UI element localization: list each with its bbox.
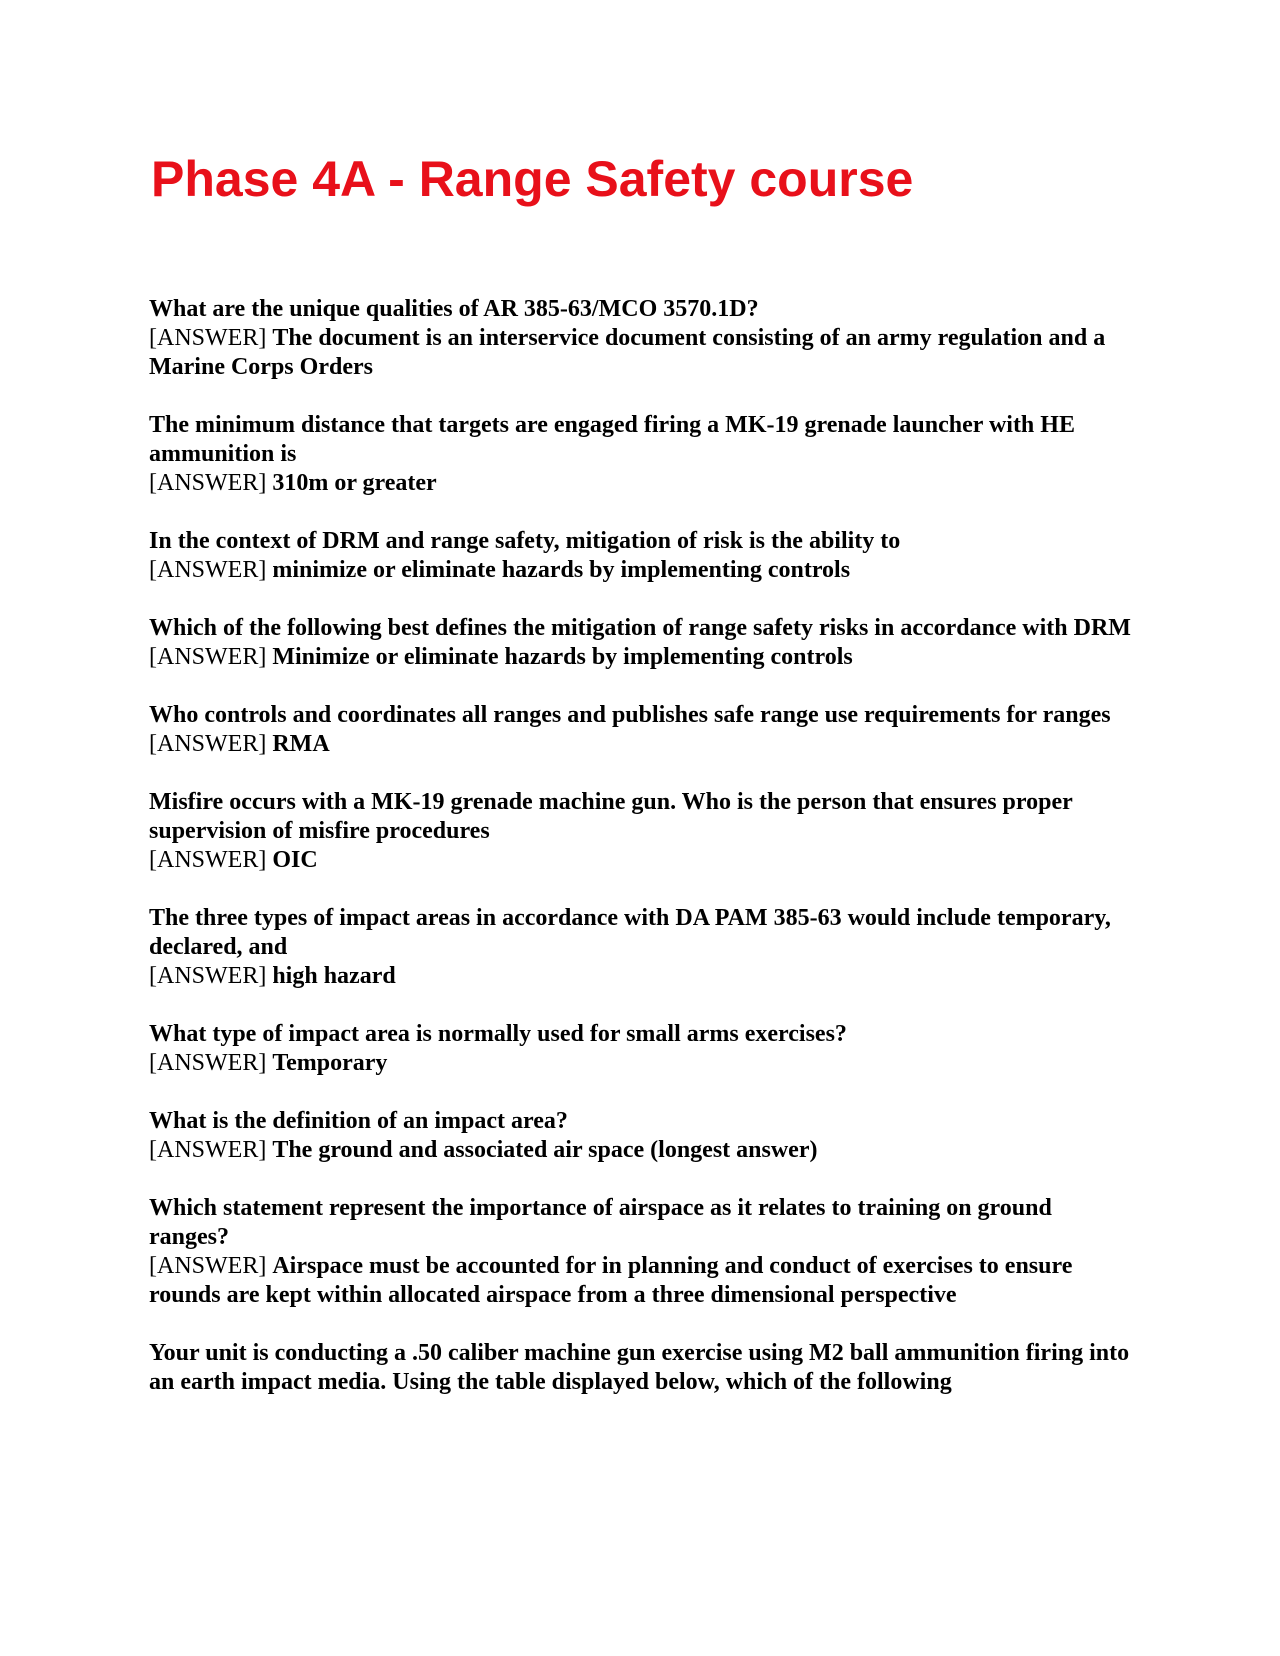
answer-tag: [ANSWER] (149, 1253, 267, 1279)
qa-item (149, 904, 1134, 991)
answer-line (149, 1049, 1134, 1078)
answer-text: minimize or eliminate hazards by implementing controls (272, 557, 851, 583)
qa-list (149, 295, 1134, 1426)
answer-line (149, 556, 1134, 585)
answer-text: RMA (272, 731, 330, 757)
answer-text: The document is an interservice document consisting of an army regulation and a Marine Corps Orders (149, 325, 1106, 380)
answer-text: Minimize or eliminate hazards by implementing controls (272, 644, 853, 670)
answer-tag: [ANSWER] (149, 963, 267, 989)
answer-text: Temporary (272, 1050, 388, 1076)
answer-tag: [ANSWER] (149, 731, 267, 757)
question-text: Which statement represent the importance of airspace as it relates to training on ground ranges? (149, 1195, 1052, 1250)
qa-item (149, 701, 1134, 759)
answer-tag: [ANSWER] (149, 1137, 267, 1163)
answer-tag: [ANSWER] (149, 847, 267, 873)
answer-line (149, 846, 1134, 875)
question-text: What are the unique qualities of AR 385-63/MCO 3570.1D? (149, 296, 759, 322)
answer-tag: [ANSWER] (149, 557, 267, 583)
question-text: Which of the following best defines the mitigation of range safety risks in accordance with DRM (149, 615, 1131, 641)
question-text: In the context of DRM and range safety, mitigation of risk is the ability to (149, 528, 901, 554)
answer-tag: [ANSWER] (149, 325, 267, 351)
question-text: What type of impact area is normally used for small arms exercises? (149, 1021, 847, 1047)
qa-item (149, 295, 1134, 382)
qa-item (149, 1020, 1134, 1078)
answer-tag: [ANSWER] (149, 1050, 267, 1076)
answer-line (149, 730, 1134, 759)
question-text: Who controls and coordinates all ranges and publishes safe range use requirements for ranges (149, 702, 1111, 728)
question-text: The minimum distance that targets are engaged firing a MK-19 grenade launcher with HE ammunition is (149, 412, 1075, 467)
answer-line (149, 324, 1134, 382)
qa-item (149, 1194, 1134, 1310)
question-text: Your unit is conducting a .50 caliber machine gun exercise using M2 ball ammunition firing into an earth impact media. Using the table displayed below, which of the following (149, 1340, 1130, 1395)
question-text: The three types of impact areas in accordance with DA PAM 385-63 would include temporary, declared, and (149, 905, 1111, 960)
answer-text: Airspace must be accounted for in planning and conduct of exercises to ensure rounds are kept within allocated airspace from a three dimensional perspective (149, 1253, 1073, 1308)
answer-tag: [ANSWER] (149, 470, 267, 496)
answer-line (149, 1252, 1134, 1310)
question-text: What is the definition of an impact area? (149, 1108, 568, 1134)
question-text: Misfire occurs with a MK-19 grenade machine gun. Who is the person that ensures proper supervision of misfire procedures (149, 789, 1073, 844)
answer-text: 310m or greater (272, 470, 437, 496)
answer-line (149, 962, 1134, 991)
answer-line (149, 1136, 1134, 1165)
answer-text: The ground and associated air space (longest answer) (272, 1137, 818, 1163)
qa-item (149, 527, 1134, 585)
qa-item (149, 788, 1134, 875)
answer-text: OIC (272, 847, 318, 873)
answer-line (149, 469, 1134, 498)
qa-item (149, 411, 1134, 498)
qa-item (149, 1339, 1134, 1397)
answer-text: high hazard (272, 963, 396, 989)
page-title: Phase 4A - Range Safety course (151, 151, 914, 207)
qa-item (149, 1107, 1134, 1165)
qa-item (149, 614, 1134, 672)
answer-line (149, 643, 1134, 672)
answer-tag: [ANSWER] (149, 644, 267, 670)
